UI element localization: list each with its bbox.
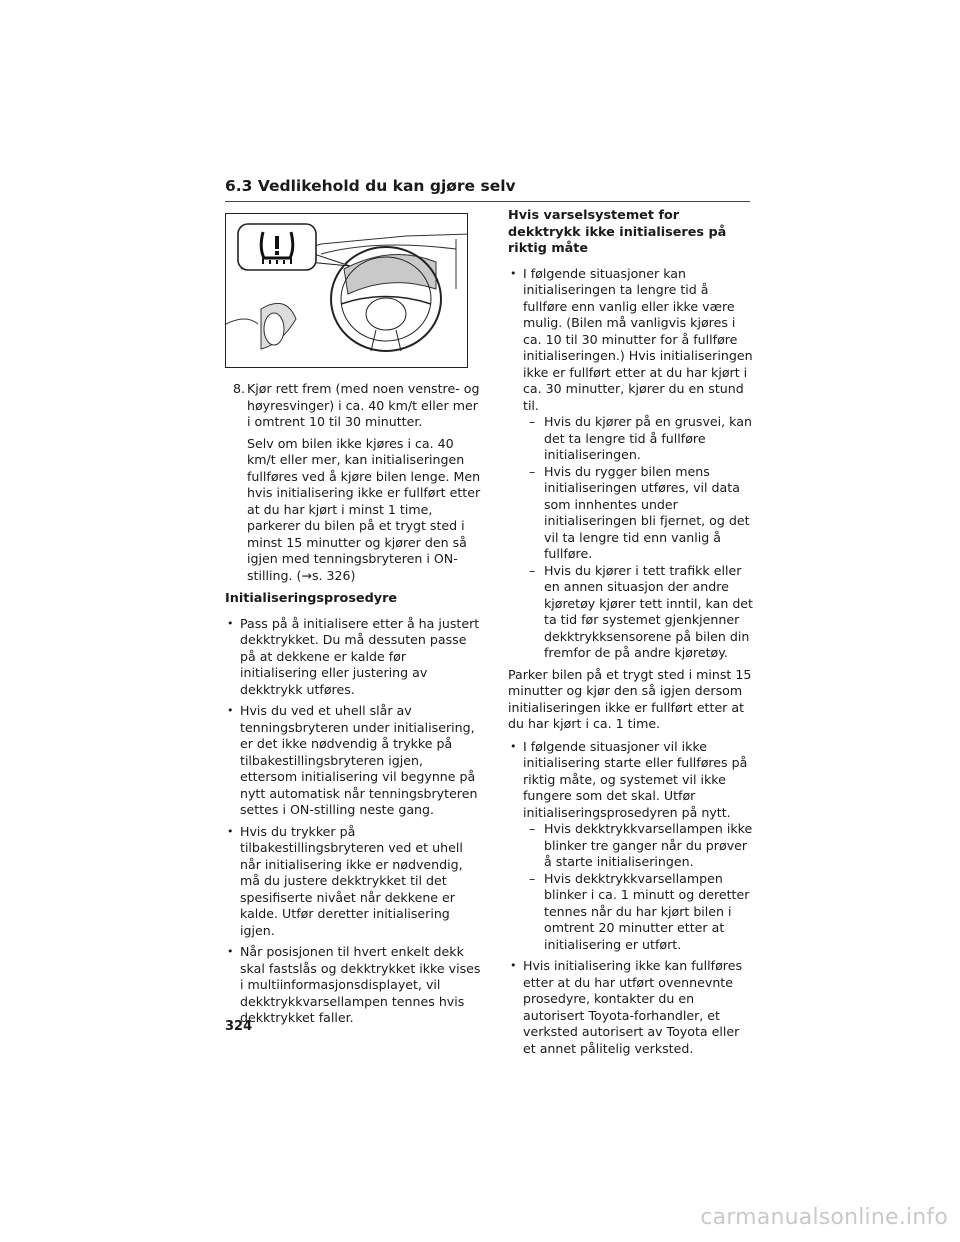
bullet-marker: • <box>227 945 234 958</box>
sub-list-item <box>523 821 753 871</box>
sub-list-item-text: Hvis dekktrykkvarsellampen ikke blinker tre ganger når du prøver å starte initialiseringen. <box>544 821 753 869</box>
list-item-text: I følgende situasjoner kan initialiseringen ta lengre tid å fullføre enn vanlig eller ikke være mulig. (Bilen må vanligvis kjøres i ca. 10 til 30 minutter for å fullføre initialiseringen.) Hvis initialiseringen ikke er fullført etter at du har kjørt i ca. 30 minutter, kjører du en stund til. <box>523 265 753 413</box>
list-item <box>508 958 753 1057</box>
dashboard-illustration <box>225 213 468 368</box>
list-item <box>225 703 483 819</box>
list-item <box>225 616 483 699</box>
section-header <box>225 176 750 202</box>
list-item <box>225 824 483 940</box>
left-column <box>225 381 483 1032</box>
bullet-marker: • <box>227 824 234 838</box>
sub-list-item-text: Hvis du kjører i tett trafikk eller en annen situasjon der andre kjøretøy kjører tett inntil, kan det ta tid før systemet gjenkjenner dekktrykksensorene på bilen din fremfor de på andre kjøretøy. <box>544 562 753 660</box>
list-item-text: I følgende situasjoner vil ikke initialisering starte eller fullføres på riktig måte, og systemet vil ikke fungere som det skal. Utfør initialiseringsprosedyren på nytt. <box>523 738 748 820</box>
step-8-text: Kjør rett frem (med noen venstre- og høyresvinger) i ca. 40 km/t eller mer i omtrent 10 til 30 minutter. <box>247 381 480 429</box>
sub-list-item-text: Hvis du rygger bilen mens initialiseringen utføres, vil data som innhentes under initialiseringen bli fjernet, og det vil ta lengre tid enn vanlig å fullføre. <box>544 463 750 561</box>
dash-marker: – <box>529 414 536 429</box>
step-8 <box>225 381 483 584</box>
bullet-marker: • <box>510 739 517 753</box>
bullet-marker: • <box>510 959 517 972</box>
list-item-text: Hvis initialisering ikke kan fullføres etter at du har utført ovennevnte prosedyre, kontakter du en autorisert Toyota-forhandler, et verksted autorisert av Toyota eller et annet pålitelig verksted. <box>523 958 743 1056</box>
dash-marker: – <box>529 821 536 836</box>
step-8-note: Selv om bilen ikke kjøres i ca. 40 km/t eller mer, kan initialiseringen fullføres ved å kjøre bilen lenge. Men hvis initialisering ikke er fullført etter at du har kjørt i minst 1 time, parkerer du bilen på et trygt sted i minst 15 minutter og kjører den så igjen med tenningsbryteren i ON-stilling. (→s. 326) <box>247 435 481 583</box>
sub-list-item <box>523 414 753 464</box>
page-number: 324 <box>225 1019 253 1034</box>
sub-list-item-text: Hvis dekktrykkvarsellampen blinker i ca. 1 minutt og deretter tennes når du har kjørt bilen i omtrent 20 minutter etter at initialisering er utført. <box>544 870 750 952</box>
list-item-text: Hvis du trykker på tilbakestillingsbryteren ved et uhell når initialisering ikke er nødvendig, må du justere dekktrykket til det spesifiserte nivået når dekkene er kalde. Utfør deretter initialisering igjen. <box>240 823 463 938</box>
bullet-marker: • <box>227 704 234 717</box>
dash-marker: – <box>529 463 536 479</box>
sub-list-item <box>523 871 753 954</box>
park-instruction-paragraph: Parker bilen på et trygt sted i minst 15 minutter og kjør den så igjen dersom initialiseringen ikke er fullført etter at du har kjørt i ca. 1 time. <box>508 666 752 731</box>
right-column <box>508 208 753 1062</box>
list-item-text: Pass på å initialisere etter å ha justert dekktrykket. Du må dessuten passe på at dekkene er kalde før initialisering eller justering av dekktrykk utføres. <box>240 615 480 697</box>
list-item-text: Når posisjonen til hvert enkelt dekk skal fastslås og dekktrykket ikke vises i multiinformasjonsdisplayet, vil dekktrykkvarsellampen tennes hvis dekktrykket faller. <box>240 944 481 1025</box>
list-item <box>508 266 753 662</box>
sub-list-item-text: Hvis du kjører på en grusvei, kan det ta lengre tid å fullføre initialiseringen. <box>544 414 752 462</box>
sub-list-item <box>523 563 753 662</box>
list-item-text: Hvis du ved et uhell slår av tenningsbryteren under initialisering, er det ikke nødvendig å trykke på tilbakestillingsbryteren igjen, ettersom initialisering vil begynne på nytt automatisk når tenningsbryteren settes i ON-stilling neste gang. <box>240 703 478 817</box>
list-item <box>508 739 753 954</box>
dash-marker: – <box>529 562 536 578</box>
initialization-procedure-heading: Initialiseringsprosedyre <box>225 591 398 606</box>
not-initialized-heading: Hvis varselsystemet for dekktrykk ikke initialiseres på riktig måte <box>508 208 727 256</box>
sub-list-item <box>523 464 753 563</box>
list-item <box>225 944 483 1027</box>
step-number: 8. <box>233 381 246 396</box>
dash-marker: – <box>529 870 536 886</box>
bullet-marker: • <box>510 266 517 280</box>
section-title: 6.3 Vedlikehold du kan gjøre selv <box>225 177 516 195</box>
bullet-marker: • <box>227 616 234 630</box>
watermark: carmanualsonline.info <box>700 1205 948 1230</box>
